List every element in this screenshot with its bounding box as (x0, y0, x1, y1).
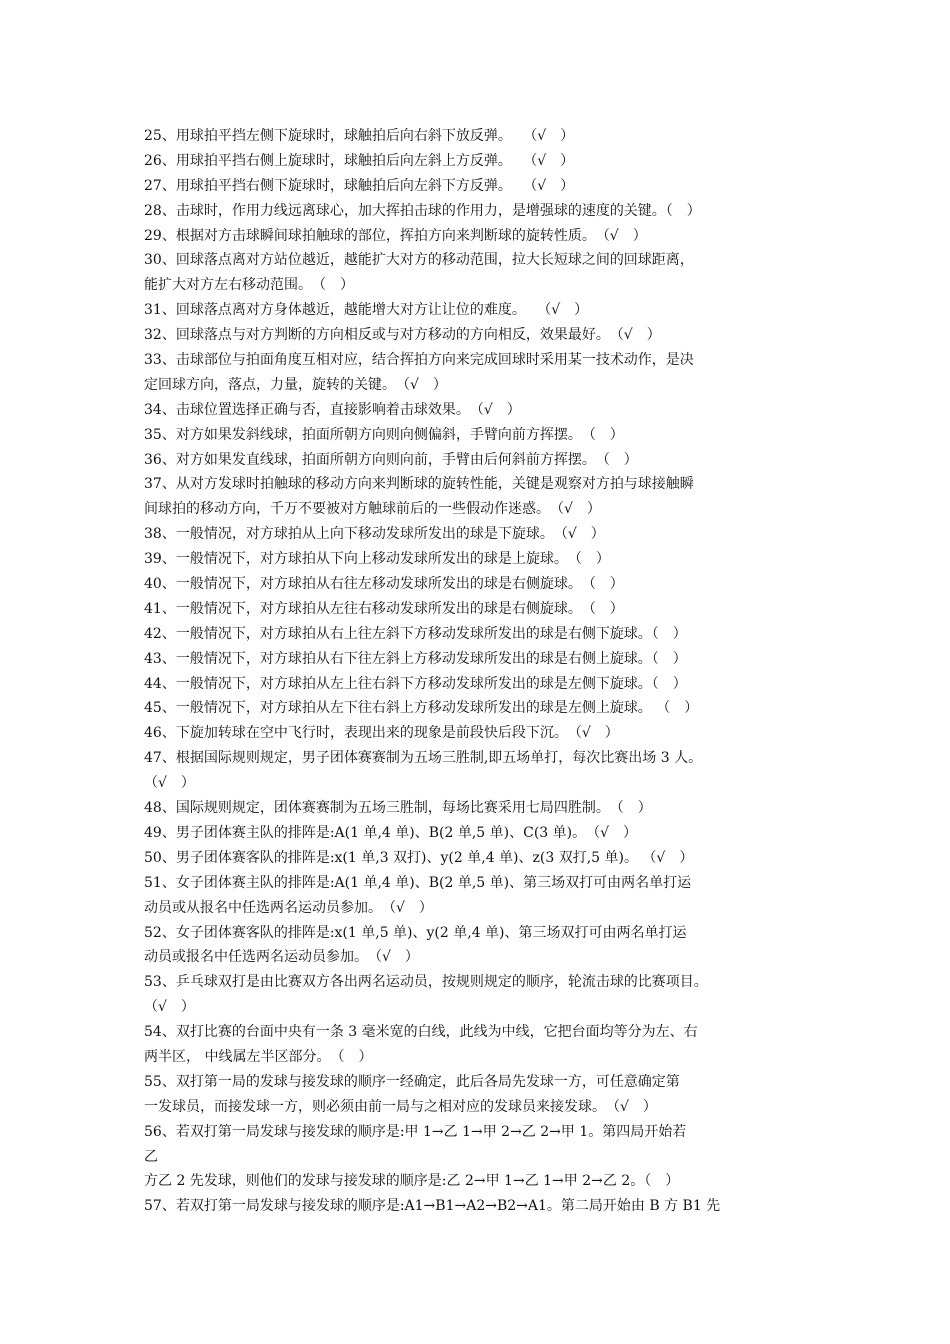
text-line: 27、用球拍平挡右侧下旋球时，球触拍后向左斜下方反弹。 （√ ） (144, 177, 575, 194)
text-line: 40、一般情况下，对方球拍从右往左移动发球所发出的球是右侧旋球。 （ ） (144, 576, 624, 593)
text-line: 36、对方如果发直线球，拍面所朝方向则向前，手臂由后何斜前方挥摆。 （ ） (144, 451, 638, 468)
text-line: 44、一般情况下，对方球拍从左上往右斜下方移动发球所发出的球是左侧下旋球。（ ） (144, 675, 687, 692)
question-list (144, 124, 834, 1219)
text-line: 42、一般情况下，对方球拍从右上往左斜下方移动发球所发出的球是右侧下旋球。（ ） (144, 625, 687, 642)
text-line: 一发球员，而接发球一方，则必须由前一局与之相对应的发球员来接发球。 （√ ） (144, 1098, 657, 1115)
text-line: 57、若双打第一局发球与接发球的顺序是:A1→B1→A2→B2→A1。第二局开始由 B 方 B1 先 (144, 1198, 721, 1215)
text-line: 52、女子团体赛客队的排阵是:x(1 单,5 单)、y(2 单,4 单)、第三场双打可由两名单打运 (144, 924, 687, 941)
text-line: 方乙 2 先发球，则他们的发球与接发球的顺序是:乙 2→甲 1→乙 1→甲 2→乙 2。（ ） (144, 1173, 680, 1190)
text-line: 47、根据国际规则规定，男子团体赛赛制为五场三胜制,即五场单打，每次比赛出场 3 人。 (144, 750, 703, 767)
text-line: 37、从对方发球时拍触球的移动方向来判断球的旋转性能，关键是观察对方拍与球接触瞬 (144, 476, 694, 493)
text-line: 41、一般情况下，对方球拍从左往右移动发球所发出的球是右侧旋球。 （ ） (144, 600, 624, 617)
text-line: 48、国际规则规定，团体赛赛制为五场三胜制，每场比赛采用七局四胜制。 （ ） (144, 800, 652, 817)
text-line: 56、若双打第一局发球与接发球的顺序是:甲 1→乙 1→甲 2→乙 2→甲 1。第四局开始若 (144, 1123, 687, 1140)
text-line: 定回球方向，落点，力量，旋转的关键。 （√ ） (144, 376, 447, 393)
text-line: 34、击球位置选择正确与否，直接影响着击球效果。 （√ ） (144, 401, 521, 418)
text-line: 25、用球拍平挡左侧下旋球时，球触拍后向右斜下放反弹。 （√ ） (144, 128, 575, 144)
text-line: （√ ） (144, 775, 195, 792)
text-line: 53、乒乓球双打是由比赛双方各出两名运动员，按规则规定的顺序，轮流击球的比赛项目。 (144, 974, 708, 991)
text-line: 39、一般情况下，对方球拍从下向上移动发球所发出的球是上旋球。 （ ） (144, 551, 610, 568)
text-line: 43、一般情况下，对方球拍从右下往左斜上方移动发球所发出的球是右侧上旋球。（ ） (144, 650, 687, 667)
text-line: 46、下旋加转球在空中飞行时，表现出来的现象是前段快后段下沉。 （√ ） (144, 725, 619, 742)
text-line: 35、对方如果发斜线球，拍面所朝方向则向侧偏斜，手臂向前方挥摆。 （ ） (144, 426, 624, 443)
text-line: 两半区， 中线属左半区部分。 （ ） (144, 1048, 373, 1065)
text-line: 33、击球部位与拍面角度互相对应，结合挥拍方向来完成回球时采用某一技术动作，是决 (144, 352, 694, 369)
text-line: 31、回球落点离对方身体越近，越能增大对方让让位的难度。 （√ ） (144, 302, 589, 319)
text-line: 29、根据对方击球瞬间球拍触球的部位，挥拍方向来判断球的旋转性质。 （√ ） (144, 227, 647, 244)
text-line: 间球拍的移动方向，千万不要被对方触球前后的一些假动作迷惑。 （√ ） (144, 501, 601, 518)
text-line: 50、男子团体赛客队的排阵是:x(1 单,3 双打)、y(2 单,4 单)、z(3 双打,5 单)。 （√ ） (144, 849, 694, 866)
text-line: 32、回球落点与对方判断的方向相反或与对方移动的方向相反，效果最好。 （√ ） (144, 327, 661, 344)
text-line: 乙 (144, 1148, 158, 1165)
text-line: 动员或报名中任选两名运动员参加。 （√ ） (144, 949, 419, 966)
text-line: 54、双打比赛的台面中央有一条 3 毫米宽的白线，此线为中线，它把台面均等分为左、右 (144, 1024, 698, 1041)
text-line: 动员或从报名中任选两名运动员参加。 （√ ） (144, 899, 433, 916)
text-line: 28、击球时，作用力线远离球心，加大挥拍击球的作用力，是增强球的速度的关键。（ ） (144, 202, 701, 219)
text-line: （√ ） (144, 999, 195, 1016)
text-line: 30、回球落点离对方站位越近，越能扩大对方的移动范围，拉大长短球之间的回球距离， (144, 252, 694, 269)
text-line: 45、一般情况下，对方球拍从左下往右斜上方移动发球所发出的球是左侧上旋球。 （ ） (144, 700, 699, 717)
text-line: 49、男子团体赛主队的排阵是:A(1 单,4 单)、B(2 单,5 单)、C(3 单)。 （√ ） (144, 824, 638, 841)
text-line: 51、女子团体赛主队的排阵是:A(1 单,4 单)、B(2 单,5 单)、第三场双打可由两名单打运 (144, 874, 692, 891)
text-line: 能扩大对方左右移动范围。 （ ） (144, 277, 354, 294)
text-line: 55、双打第一局的发球与接发球的顺序一经确定，此后各局先发球一方，可任意确定第 (144, 1073, 680, 1090)
text-line: 26、用球拍平挡右侧上旋球时，球触拍后向左斜上方反弹。 （√ ） (144, 152, 575, 169)
text-line: 38、一般情况，对方球拍从上向下移动发球所发出的球是下旋球。 （√ ） (144, 526, 605, 543)
